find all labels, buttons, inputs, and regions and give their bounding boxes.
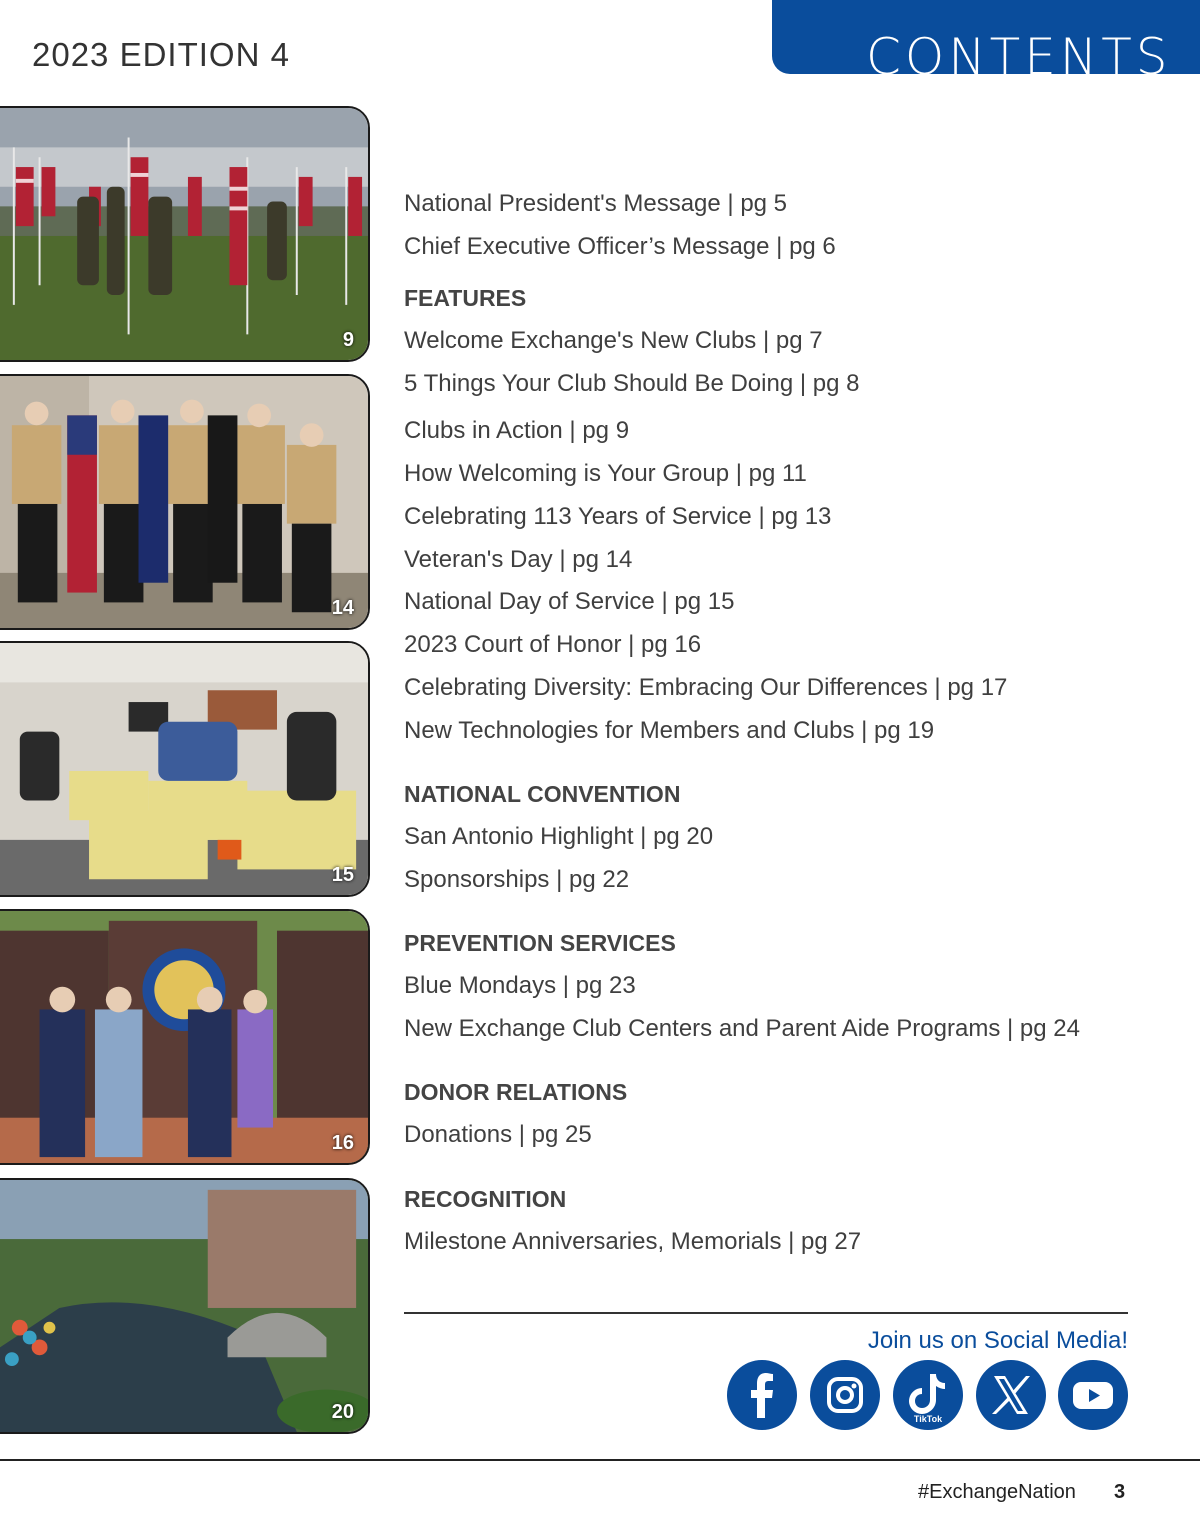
toc-entry[interactable]: 5 Things Your Club Should Be Doing | pg 8 [404, 370, 860, 397]
toc-entry[interactable]: Milestone Anniversaries, Memorials | pg 27 [404, 1228, 862, 1255]
toc-entry[interactable]: Blue Mondays | pg 23 [404, 972, 636, 999]
tiktok-icon[interactable] [893, 1360, 963, 1430]
instagram-icon[interactable] [810, 1360, 880, 1430]
toc-entry[interactable]: National Day of Service | pg 15 [404, 588, 735, 615]
photo-page-number: 16 [331, 1132, 354, 1154]
page-number: 3 [1114, 1481, 1126, 1503]
photo-river-walk [0, 1178, 370, 1434]
photo-volunteers-packing [0, 641, 370, 897]
photo-color-guard [0, 374, 370, 630]
photo-flags-field [0, 106, 370, 362]
facebook-icon[interactable] [727, 1360, 797, 1430]
photo-memorial-group [0, 909, 370, 1165]
toc-entry[interactable]: Welcome Exchange's New Clubs | pg 7 [404, 327, 823, 354]
footer-hashtag: #ExchangeNation [918, 1481, 1076, 1503]
section-heading: DONOR RELATIONS [404, 1079, 628, 1105]
toc-entry[interactable]: Clubs in Action | pg 9 [404, 417, 630, 444]
photo-page-number: 20 [331, 1401, 354, 1423]
contents-tab [772, 0, 1200, 86]
toc-entry[interactable]: Sponsorships | pg 22 [404, 866, 630, 893]
social-title: Join us on Social Media! [867, 1327, 1128, 1354]
photo-page-number: 14 [331, 597, 354, 619]
toc-entry[interactable]: Veteran's Day | pg 14 [404, 546, 633, 573]
toc-entry[interactable]: New Technologies for Members and Clubs | pg 19 [404, 717, 935, 744]
section-heading: FEATURES [404, 285, 527, 311]
toc-entry[interactable]: Celebrating 113 Years of Service | pg 13 [404, 503, 832, 530]
toc-entry[interactable]: Celebrating Diversity: Embracing Our Differences | pg 17 [404, 674, 1008, 701]
toc-entry[interactable]: Chief Executive Officer’s Message | pg 6 [404, 233, 836, 260]
toc-entry[interactable]: New Exchange Club Centers and Parent Aide Programs | pg 24 [404, 1015, 1080, 1042]
toc-entry[interactable]: How Welcoming is Your Group | pg 11 [404, 460, 807, 487]
edition-label: 2023 EDITION 4 [32, 36, 290, 73]
x-icon[interactable] [976, 1360, 1046, 1430]
photo-page-number: 15 [331, 864, 354, 886]
photo-page-number: 9 [342, 329, 354, 351]
footer-divider [0, 1459, 1200, 1461]
section-heading: RECOGNITION [404, 1186, 567, 1212]
toc-entry[interactable]: National President's Message | pg 5 [404, 190, 788, 217]
toc-entry[interactable]: San Antonio Highlight | pg 20 [404, 823, 714, 850]
tiktok-label: TikTok [913, 1414, 943, 1424]
divider [404, 1312, 1128, 1314]
toc-entry[interactable]: Donations | pg 25 [404, 1121, 592, 1148]
youtube-icon[interactable] [1058, 1360, 1128, 1430]
contents-title: CONTENTS [866, 28, 1172, 86]
toc-entry[interactable]: 2023 Court of Honor | pg 16 [404, 631, 702, 658]
section-heading: NATIONAL CONVENTION [404, 781, 681, 807]
section-heading: PREVENTION SERVICES [404, 930, 676, 956]
